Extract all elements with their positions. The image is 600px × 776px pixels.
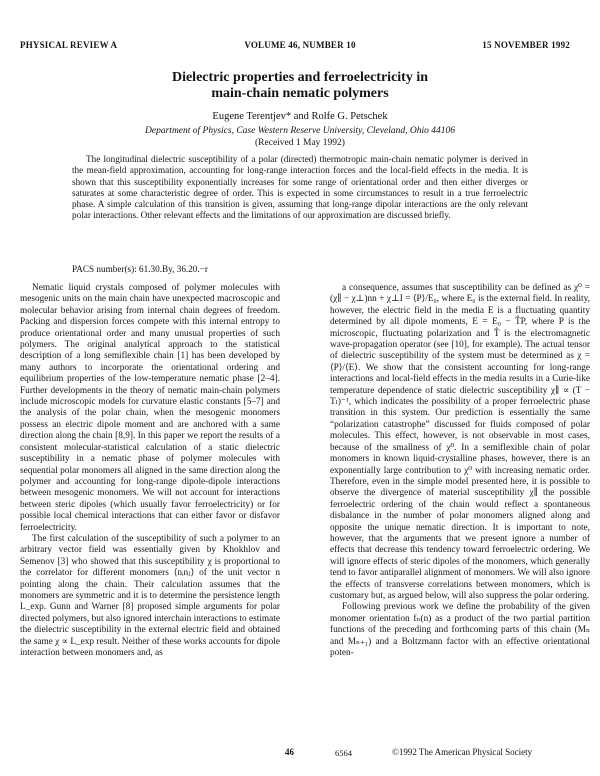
- title-line-2: main-chain nematic polymers: [211, 86, 389, 101]
- affiliation: Department of Physics, Case Western Reserve University, Cleveland, Ohio 44106: [145, 126, 455, 136]
- body-paragraph: Following previous work we define the probability of the given monomer orientation fₙ(n) as a product of the two partial partition functions of the preceding and forthcoming parts of this chain (Mₙ and Mₙ₊₁) and a Boltzmann factor with an effective orientational poten-: [330, 602, 590, 658]
- journal-name: PHYSICAL REVIEW A: [20, 40, 118, 50]
- footer-volume: 46: [285, 747, 294, 757]
- right-column: [330, 283, 590, 659]
- pacs-numbers: PACS number(s): 61.30.By, 36.20.−r: [72, 264, 208, 274]
- body-paragraph: Nematic liquid crystals composed of polymer molecules with mesogenic units on the main chain have unexpected macroscopic and molecular behavior arising from internal chain degrees of freedom. Packing and dispersion forces compete with this internal entropy to produce orientational order and many unusual properties of such polymers. The original analytical approach to the statistical description of a long semiflexible chain [1] has been developed by many authors to incorporate the orientational ordering and equilibrium properties of the low-temperature nematic phase [2–4]. Further developments in the theory of nematic main-chain polymers include microscopic models for curvature elastic constants [5–7] and the analysis of the polar chain, when the mesogenic monomers possess an electric dipole moment and are anchored with a same direction along the chain [8,9]. In this paper we report the results of a consistent molecular-statistical calculation of a static dielectric susceptibility in a nematic phase of polymer molecules with sequential polar monomers all aligned in the same direction along the polymer and accounting for long-range dipole-dipole interactions between mesogenic monomers. We will not account for interactions between steric dipoles (which usually favor ferroelectricity) or for possible local chemical interactions that can either favor or disfavor ferroelectricity.: [20, 283, 280, 533]
- paper-title: [0, 70, 600, 102]
- footer-copyright: ©1992 The American Physical Society: [392, 747, 533, 757]
- abstract: The longitudinal dielectric susceptibility of a polar (directed) thermotropic main-chain nematic polymer is derived in the mean-field approximation, accounting for long-range interaction forces and the local-field effects in the media. It is shown that this susceptibility exponentially increases for some range of orientational order and then either diverges or saturates at some characteristic degree of order. This is expected in some circumstances to result in a true ferroelectric phase. A simple calculation of this transition is given, assuming that long-range dipolar interactions are the only relevant polar interactions. Other relevant effects and the limitations of our approximation are discussed briefly.: [72, 154, 528, 221]
- issue-date: 15 NOVEMBER 1992: [482, 40, 570, 50]
- body-paragraph: The first calculation of the susceptibility of such a polymer to an arbitrary vector field was essentially given by Khokhlov and Semenov [3] who showed that this susceptibility χ is proportional to the correlator for different monomers ⟨nᵢnⱼ⟩ of the unit vector n pointing along the chain. Their calculation assumes that the monomers are symmetric and it is to determine the persistence length L_exp. Gunn and Warner [8] proposed simple arguments for polar directed polymers, but also ignored interchain interactions to estimate the dielectric susceptibility in the external electric field and obtained the same χ ∝ L_exp result. Neither of these works accounts for dipole interaction between monomers and, as: [20, 533, 280, 658]
- footer-page-number: 6564: [335, 748, 352, 758]
- left-column: [20, 283, 280, 659]
- title-line-1: Dielectric properties and ferroelectricity in: [171, 70, 429, 85]
- received-date: (Received 1 May 1992): [255, 138, 345, 148]
- authors: Eugene Terentjev* and Rolfe G. Petschek: [212, 111, 388, 122]
- body-paragraph: a consequence, assumes that susceptibility can be defined as χ⁰ = (χ∥ − χ⊥)nn + χ⊥I = ⟨P⟩/E₀, where E₀ is the external field. In reality, however, the electric field in the media E is a fluctuating quantity determined by all dipole moments, E = E₀ − T̂P, where P is the microscopic, fluctuating polarization and T̂ is the electromagnetic wave-propagation operator (see [10], for example). The actual tensor of dielectric susceptibility of the system must be determined as χ = ⟨P⟩/⟨E⟩. We show that the consistent accounting for long-range interactions and local-field effects in the media results in a Curie-like temperature dependence of static dielectric susceptibility χ∥ ∝ (T − Tₗ)⁻¹, which indicates the possibility of a proper ferroelectric phase transition in this system. Our prediction is essentially the same “polarization catastrophe” discussed for fluids composed of polar molecules. This effect, however, is not observable in most cases, because of the smallness of χ⁰. In a semiflexible chain of polar monomers in known liquid-crystalline phases, however, there is an exponentially large contribution to χ⁰ with increasing nematic order. Therefore, even in the simple model presented here, it is possible to observe the divergence of material susceptibility χ∥ the possible ferroelectric ordering of the chain would reflect a spontaneous disbalance in the number of polar monomers aligned along and opposite the unique nematic direction. It is important to note, however, that the arguments that we present ignore a number of effects that decrease this tendency toward ferroelectric ordering. We will ignore effects of steric dipoles of the monomers, which generally tend to favor antiparallel alignment of monomers. We will also ignore the effects of transverse correlations between monomers, which is customary but, as argued below, will also suppress the polar ordering.: [330, 283, 590, 601]
- volume-number: VOLUME 46, NUMBER 10: [244, 40, 356, 50]
